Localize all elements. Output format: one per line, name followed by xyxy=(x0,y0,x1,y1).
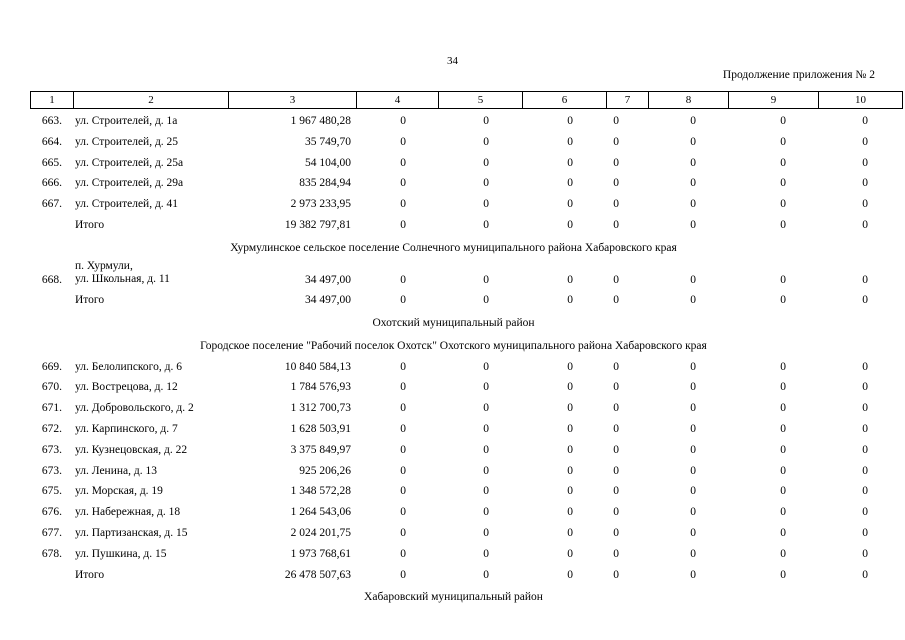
value-cell-col5: 0 xyxy=(483,568,489,581)
address-cell: ул. Строителей, д. 41 xyxy=(75,198,179,211)
value-cell-col7: 0 xyxy=(613,422,619,435)
value-cell-col8: 0 xyxy=(690,443,696,456)
address-cell: ул. Ленина, д. 13 xyxy=(75,464,157,477)
value-cell-col3: 1 973 768,61 xyxy=(290,547,351,560)
value-cell-col8: 0 xyxy=(690,293,696,306)
value-cell-col5: 0 xyxy=(483,485,489,498)
total-row xyxy=(30,291,877,312)
value-cell-col10: 0 xyxy=(862,177,868,190)
column-header-7: 7 xyxy=(607,92,649,109)
value-cell-col9: 0 xyxy=(780,198,786,211)
value-cell-col6: 0 xyxy=(567,381,573,394)
value-cell-col4: 0 xyxy=(400,506,406,519)
row-number: 667. xyxy=(41,198,62,211)
value-cell-col3: 19 382 797,81 xyxy=(284,218,351,231)
continuation-note: Продолжение приложения № 2 xyxy=(722,69,875,81)
value-cell-col3: 34 497,00 xyxy=(305,293,351,306)
address-line-1: п. Хурмули, xyxy=(75,259,133,272)
value-cell-col9: 0 xyxy=(780,506,786,519)
value-cell-col10: 0 xyxy=(862,156,868,169)
value-cell-col6: 0 xyxy=(567,485,573,498)
value-cell-col5: 0 xyxy=(483,402,489,415)
address-cell: ул. Кузнецовская, д. 22 xyxy=(75,443,188,456)
value-cell-col10: 0 xyxy=(862,402,868,415)
row-number: 664. xyxy=(41,135,62,148)
value-cell-col9: 0 xyxy=(780,115,786,127)
value-cell-col3: 2 973 233,95 xyxy=(290,198,351,211)
column-header-3: 3 xyxy=(229,92,357,109)
table-row xyxy=(30,112,877,133)
table-row xyxy=(30,260,877,291)
value-cell-col5: 0 xyxy=(483,381,489,394)
row-number: 675. xyxy=(41,485,62,498)
value-cell-col6: 0 xyxy=(567,547,573,560)
table-row xyxy=(30,420,877,441)
value-cell-col5: 0 xyxy=(483,360,489,373)
value-cell-col7: 0 xyxy=(613,381,619,394)
value-cell-col8: 0 xyxy=(690,273,696,286)
value-cell-col10: 0 xyxy=(862,360,868,373)
address-cell: ул. Партизанская, д. 15 xyxy=(75,526,188,539)
total-label: Итого xyxy=(75,218,105,231)
value-cell-col8: 0 xyxy=(690,402,696,415)
value-cell-col3: 2 024 201,75 xyxy=(290,526,351,539)
row-number: 663. xyxy=(41,115,62,127)
column-header-row xyxy=(31,92,903,109)
value-cell-col9: 0 xyxy=(780,443,786,456)
value-cell-col8: 0 xyxy=(690,135,696,148)
value-cell-col10: 0 xyxy=(862,381,868,394)
row-number: 678. xyxy=(41,547,62,560)
value-cell-col5: 0 xyxy=(483,422,489,435)
section-heading: Городское поселение "Рабочий поселок Охотск" Охотского муниципального района Хабаровского края xyxy=(200,339,707,352)
value-cell-col8: 0 xyxy=(690,218,696,231)
table-row xyxy=(30,195,877,216)
column-header-8: 8 xyxy=(649,92,729,109)
value-cell-col4: 0 xyxy=(400,443,406,456)
table-row xyxy=(30,154,877,175)
value-cell-col9: 0 xyxy=(780,485,786,498)
value-cell-col7: 0 xyxy=(613,526,619,539)
value-cell-col5: 0 xyxy=(483,506,489,519)
total-label: Итого xyxy=(75,568,105,581)
value-cell-col6: 0 xyxy=(567,443,573,456)
value-cell-col10: 0 xyxy=(862,198,868,211)
value-cell-col10: 0 xyxy=(862,568,868,581)
section-heading: Хурмулинское сельское поселение Солнечного муниципального района Хабаровского края xyxy=(230,241,677,254)
value-cell-col6: 0 xyxy=(567,177,573,190)
value-cell-col9: 0 xyxy=(780,381,786,394)
value-cell-col10: 0 xyxy=(862,422,868,435)
value-cell-col5: 0 xyxy=(483,273,489,286)
value-cell-col7: 0 xyxy=(613,443,619,456)
value-cell-col7: 0 xyxy=(613,402,619,415)
address-cell: ул. Добровольского, д. 2 xyxy=(75,402,194,415)
value-cell-col5: 0 xyxy=(483,198,489,211)
value-cell-col7: 0 xyxy=(613,177,619,190)
value-cell-col4: 0 xyxy=(400,273,406,286)
value-cell-col7: 0 xyxy=(613,464,619,477)
value-cell-col9: 0 xyxy=(780,402,786,415)
value-cell-col7: 0 xyxy=(613,506,619,519)
value-cell-col5: 0 xyxy=(483,218,489,231)
value-cell-col7: 0 xyxy=(613,485,619,498)
address-cell xyxy=(75,260,235,286)
value-cell-col6: 0 xyxy=(567,464,573,477)
value-cell-col10: 0 xyxy=(862,218,868,231)
value-cell-col3: 1 264 543,06 xyxy=(290,506,351,519)
table-row xyxy=(30,358,877,379)
value-cell-col5: 0 xyxy=(483,547,489,560)
table-row xyxy=(30,378,877,399)
value-cell-col6: 0 xyxy=(567,568,573,581)
value-cell-col6: 0 xyxy=(567,115,573,127)
value-cell-col4: 0 xyxy=(400,135,406,148)
value-cell-col3: 54 104,00 xyxy=(305,156,351,169)
value-cell-col4: 0 xyxy=(400,177,406,190)
row-number: 665. xyxy=(41,156,62,169)
value-cell-col8: 0 xyxy=(690,156,696,169)
value-cell-col8: 0 xyxy=(690,422,696,435)
value-cell-col7: 0 xyxy=(613,135,619,148)
value-cell-col4: 0 xyxy=(400,547,406,560)
address-cell: ул. Строителей, д. 25а xyxy=(75,156,184,169)
value-cell-col6: 0 xyxy=(567,422,573,435)
table-row xyxy=(30,133,877,154)
value-cell-col5: 0 xyxy=(483,115,489,127)
value-cell-col6: 0 xyxy=(567,218,573,231)
value-cell-col7: 0 xyxy=(613,218,619,231)
table-row xyxy=(30,399,877,420)
value-cell-col4: 0 xyxy=(400,422,406,435)
value-cell-col3: 35 749,70 xyxy=(305,135,351,148)
value-cell-col5: 0 xyxy=(483,177,489,190)
value-cell-col10: 0 xyxy=(862,115,868,127)
table-row xyxy=(30,441,877,462)
value-cell-col8: 0 xyxy=(690,547,696,560)
value-cell-col3: 34 497,00 xyxy=(305,273,351,286)
value-cell-col6: 0 xyxy=(567,135,573,148)
value-cell-col4: 0 xyxy=(400,115,406,127)
value-cell-col4: 0 xyxy=(400,293,406,306)
value-cell-col6: 0 xyxy=(567,156,573,169)
row-number: 673. xyxy=(41,443,62,456)
value-cell-col8: 0 xyxy=(690,464,696,477)
value-cell-col7: 0 xyxy=(613,273,619,286)
value-cell-col5: 0 xyxy=(483,293,489,306)
table-row xyxy=(30,462,877,483)
value-cell-col5: 0 xyxy=(483,443,489,456)
address-cell: ул. Белолипского, д. 6 xyxy=(75,360,182,373)
value-cell-col4: 0 xyxy=(400,485,406,498)
address-cell: ул. Строителей, д. 25 xyxy=(75,135,179,148)
value-cell-col9: 0 xyxy=(780,526,786,539)
value-cell-col6: 0 xyxy=(567,402,573,415)
value-cell-col3: 26 478 507,63 xyxy=(284,568,351,581)
value-cell-col3: 1 967 480,28 xyxy=(290,115,351,127)
value-cell-col8: 0 xyxy=(690,360,696,373)
value-cell-col3: 3 375 849,97 xyxy=(290,443,351,456)
row-number: 666. xyxy=(41,177,62,190)
value-cell-col9: 0 xyxy=(780,135,786,148)
row-number: 673. xyxy=(41,464,62,477)
row-number: 671. xyxy=(41,402,62,415)
value-cell-col4: 0 xyxy=(400,156,406,169)
value-cell-col7: 0 xyxy=(613,568,619,581)
value-cell-col8: 0 xyxy=(690,381,696,394)
value-cell-col10: 0 xyxy=(862,526,868,539)
value-cell-col10: 0 xyxy=(862,464,868,477)
column-header-1: 1 xyxy=(31,92,74,109)
value-cell-col7: 0 xyxy=(613,156,619,169)
value-cell-col8: 0 xyxy=(690,198,696,211)
table-row xyxy=(30,174,877,195)
value-cell-col6: 0 xyxy=(567,360,573,373)
value-cell-col9: 0 xyxy=(780,273,786,286)
address-cell: ул. Вострецова, д. 12 xyxy=(75,381,178,394)
value-cell-col3: 925 206,26 xyxy=(299,464,351,477)
value-cell-col9: 0 xyxy=(780,360,786,373)
value-cell-col9: 0 xyxy=(780,218,786,231)
value-cell-col9: 0 xyxy=(780,422,786,435)
value-cell-col10: 0 xyxy=(862,485,868,498)
value-cell-col9: 0 xyxy=(780,293,786,306)
value-cell-col8: 0 xyxy=(690,506,696,519)
value-cell-col8: 0 xyxy=(690,568,696,581)
value-cell-col10: 0 xyxy=(862,273,868,286)
value-cell-col4: 0 xyxy=(400,381,406,394)
total-row xyxy=(30,216,877,237)
value-cell-col7: 0 xyxy=(613,115,619,127)
column-header-6: 6 xyxy=(523,92,607,109)
value-cell-col9: 0 xyxy=(780,177,786,190)
value-cell-col3: 1 628 503,91 xyxy=(290,422,351,435)
column-header-2: 2 xyxy=(74,92,229,109)
value-cell-col3: 10 840 584,13 xyxy=(284,360,351,373)
value-cell-col5: 0 xyxy=(483,526,489,539)
value-cell-col3: 1 784 576,93 xyxy=(290,381,351,394)
value-cell-col7: 0 xyxy=(613,360,619,373)
column-header-5: 5 xyxy=(439,92,523,109)
value-cell-col4: 0 xyxy=(400,526,406,539)
value-cell-col6: 0 xyxy=(567,198,573,211)
value-cell-col7: 0 xyxy=(613,198,619,211)
value-cell-col4: 0 xyxy=(400,568,406,581)
value-cell-col5: 0 xyxy=(483,464,489,477)
table-row xyxy=(30,482,877,503)
value-cell-col5: 0 xyxy=(483,135,489,148)
value-cell-col3: 835 284,94 xyxy=(299,177,351,190)
value-cell-col3: 1 312 700,73 xyxy=(290,402,351,415)
value-cell-col10: 0 xyxy=(862,443,868,456)
value-cell-col8: 0 xyxy=(690,115,696,127)
value-cell-col8: 0 xyxy=(690,177,696,190)
value-cell-col9: 0 xyxy=(780,568,786,581)
row-number: 670. xyxy=(41,381,62,394)
address-cell: ул. Карпинского, д. 7 xyxy=(75,422,178,435)
table-row xyxy=(30,545,877,566)
total-label: Итого xyxy=(75,293,105,306)
address-cell: ул. Пушкина, д. 15 xyxy=(75,547,167,560)
address-cell: ул. Строителей, д. 1а xyxy=(75,115,178,127)
column-header-4: 4 xyxy=(357,92,439,109)
value-cell-col9: 0 xyxy=(780,464,786,477)
value-cell-col6: 0 xyxy=(567,293,573,306)
value-cell-col6: 0 xyxy=(567,526,573,539)
table-body xyxy=(30,112,877,609)
value-cell-col4: 0 xyxy=(400,218,406,231)
section-heading: Хабаровский муниципальный район xyxy=(364,591,543,604)
address-cell: ул. Строителей, д. 29а xyxy=(75,177,184,190)
value-cell-col7: 0 xyxy=(613,293,619,306)
row-number: 672. xyxy=(41,422,62,435)
value-cell-col7: 0 xyxy=(613,547,619,560)
total-row xyxy=(30,566,877,587)
value-cell-col10: 0 xyxy=(862,506,868,519)
address-cell: ул. Морская, д. 19 xyxy=(75,485,163,498)
value-cell-col6: 0 xyxy=(567,506,573,519)
value-cell-col9: 0 xyxy=(780,156,786,169)
row-number: 677. xyxy=(41,526,62,539)
value-cell-col4: 0 xyxy=(400,198,406,211)
column-header-9: 9 xyxy=(729,92,819,109)
value-cell-col10: 0 xyxy=(862,547,868,560)
value-cell-col5: 0 xyxy=(483,156,489,169)
value-cell-col4: 0 xyxy=(400,360,406,373)
value-cell-col10: 0 xyxy=(862,293,868,306)
column-header-table xyxy=(30,91,903,109)
address-cell: ул. Набережная, д. 18 xyxy=(75,506,181,519)
address-line-2: ул. Школьная, д. 11 xyxy=(75,272,170,285)
value-cell-col3: 1 348 572,28 xyxy=(290,485,351,498)
value-cell-col4: 0 xyxy=(400,402,406,415)
table-row xyxy=(30,503,877,524)
value-cell-col8: 0 xyxy=(690,526,696,539)
table-row xyxy=(30,524,877,545)
page-number: 34 xyxy=(447,55,458,67)
value-cell-col6: 0 xyxy=(567,273,573,286)
value-cell-col10: 0 xyxy=(862,135,868,148)
value-cell-col9: 0 xyxy=(780,547,786,560)
value-cell-col8: 0 xyxy=(690,485,696,498)
row-number: 676. xyxy=(41,506,62,519)
row-number: 668. xyxy=(41,273,62,286)
row-number: 669. xyxy=(41,360,62,373)
section-heading: Охотский муниципальный район xyxy=(372,316,535,329)
value-cell-col4: 0 xyxy=(400,464,406,477)
column-header-10: 10 xyxy=(819,92,903,109)
